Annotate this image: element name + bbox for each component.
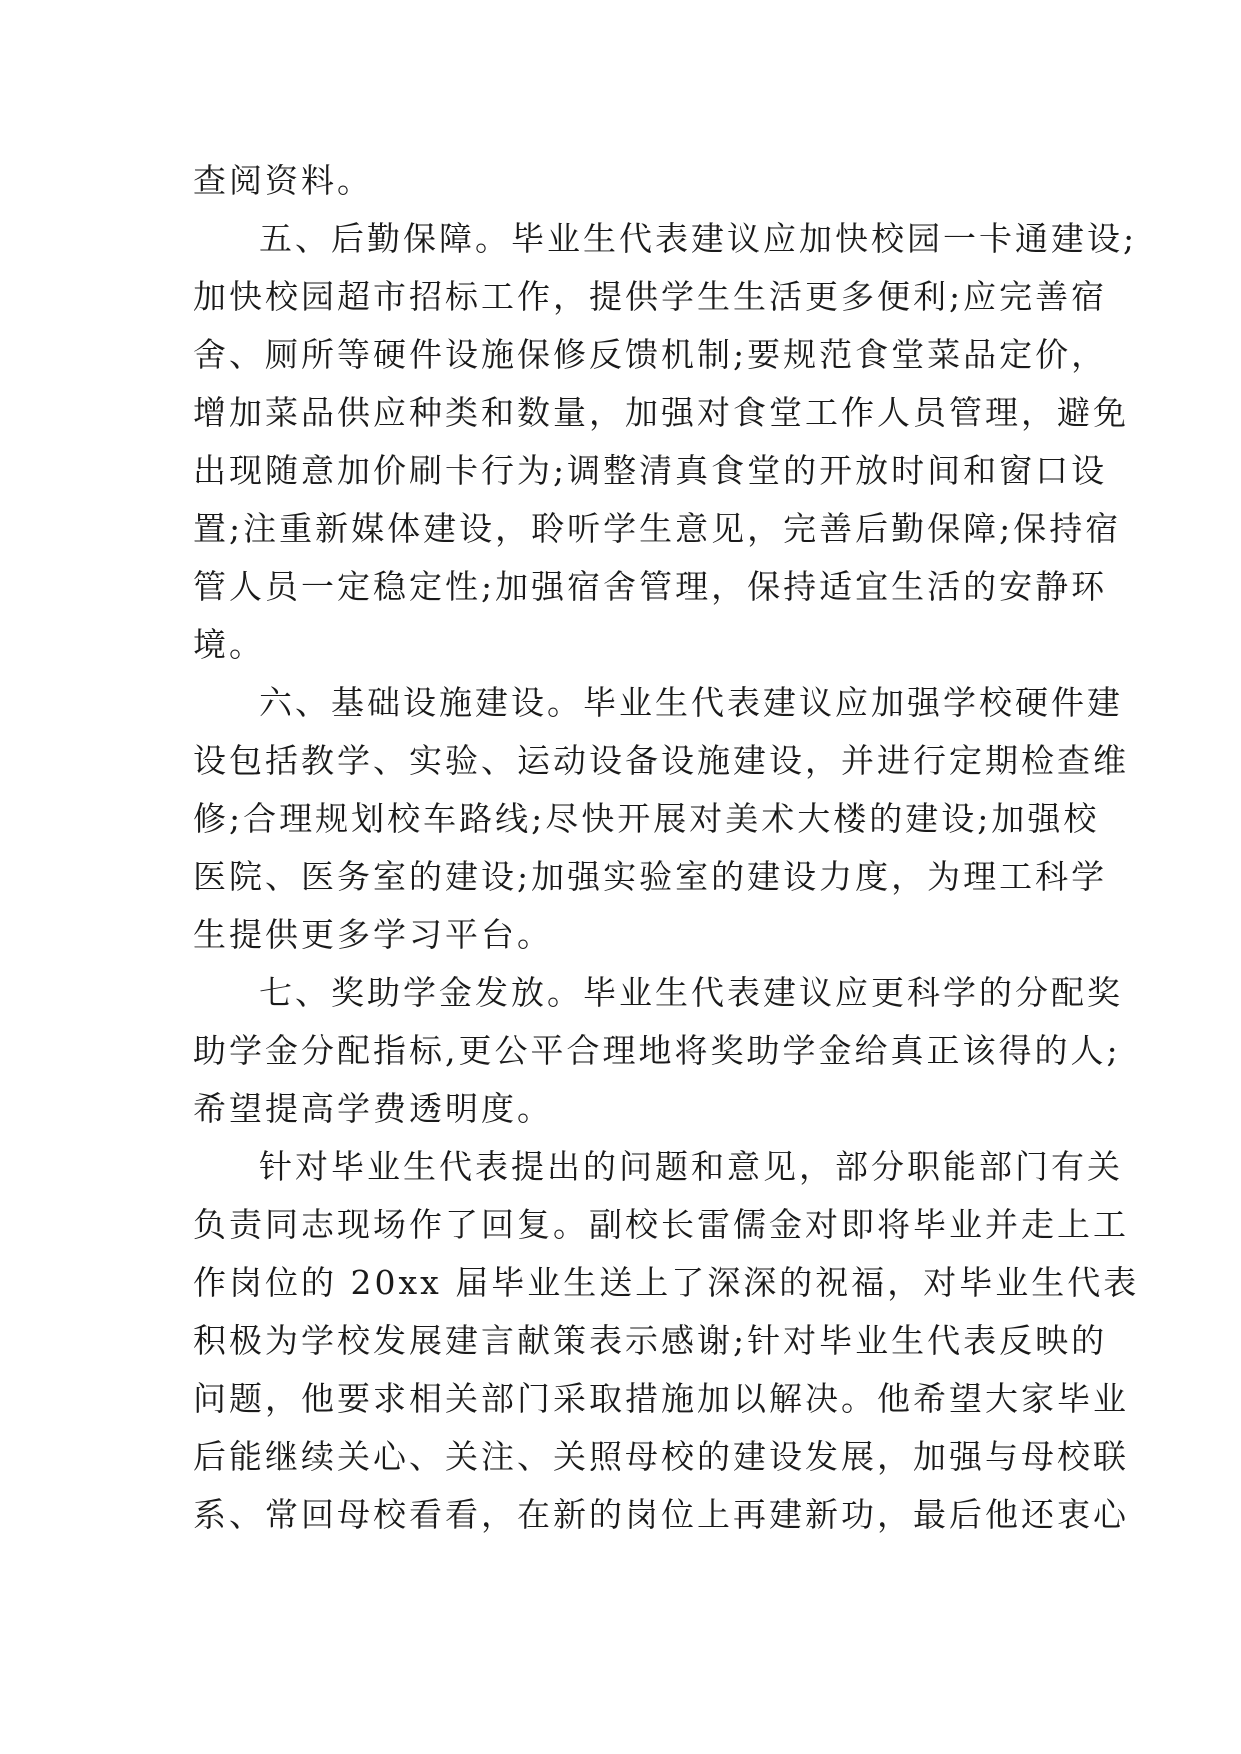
text-line: 舍、厕所等硬件设施保修反馈机制;要规范食堂菜品定价，	[193, 335, 1108, 374]
text-line: 负责同志现场作了回复。副校长雷儒金对即将毕业并走上工	[193, 1205, 1129, 1244]
text-line: 医院、医务室的建设;加强实验室的建设力度，为理工科学	[193, 857, 1108, 896]
text-line: 七、奖助学金发放。毕业生代表建议应更科学的分配奖	[259, 973, 1123, 1012]
text-line: 希望提高学费透明度。	[193, 1089, 553, 1128]
text-line: 系、常回母校看看，在新的岗位上再建新功，最后他还衷心	[193, 1495, 1129, 1534]
text-line: 积极为学校发展建言献策表示感谢;针对毕业生代表反映的	[193, 1321, 1108, 1360]
text-line: 境。	[193, 625, 265, 664]
document-body	[193, 152, 1140, 1544]
text-line: 针对毕业生代表提出的问题和意见，部分职能部门有关	[259, 1147, 1123, 1186]
text-line: 设包括教学、实验、运动设备设施建设，并进行定期检查维	[193, 741, 1129, 780]
text-line: 查阅资料。	[193, 161, 373, 200]
text-line: 增加菜品供应种类和数量，加强对食堂工作人员管理，避免	[193, 393, 1129, 432]
text-line: 生提供更多学习平台。	[193, 915, 553, 954]
text-line: 出现随意加价刷卡行为;调整清真食堂的开放时间和窗口设	[193, 451, 1108, 490]
text-line: 五、后勤保障。毕业生代表建议应加快校园一卡通建设;	[259, 219, 1138, 258]
text-line: 管人员一定稳定性;加强宿舍管理，保持适宜生活的安静环	[193, 567, 1108, 606]
text-line: 作岗位的 20xx 届毕业生送上了深深的祝福，对毕业生代表	[193, 1263, 1140, 1302]
text-line: 六、基础设施建设。毕业生代表建议应加强学校硬件建	[259, 683, 1123, 722]
text-line: 问题，他要求相关部门采取措施加以解决。他希望大家毕业	[193, 1379, 1129, 1418]
text-line: 助学金分配指标,更公平合理地将奖助学金给真正该得的人;	[193, 1031, 1121, 1070]
text-line: 加快校园超市招标工作，提供学生生活更多便利;应完善宿	[193, 277, 1108, 316]
text-line: 修;合理规划校车路线;尽快开展对美术大楼的建设;加强校	[193, 799, 1100, 838]
text-line: 置;注重新媒体建设，聆听学生意见，完善后勤保障;保持宿	[193, 509, 1122, 548]
text-line: 后能继续关心、关注、关照母校的建设发展，加强与母校联	[193, 1437, 1129, 1476]
